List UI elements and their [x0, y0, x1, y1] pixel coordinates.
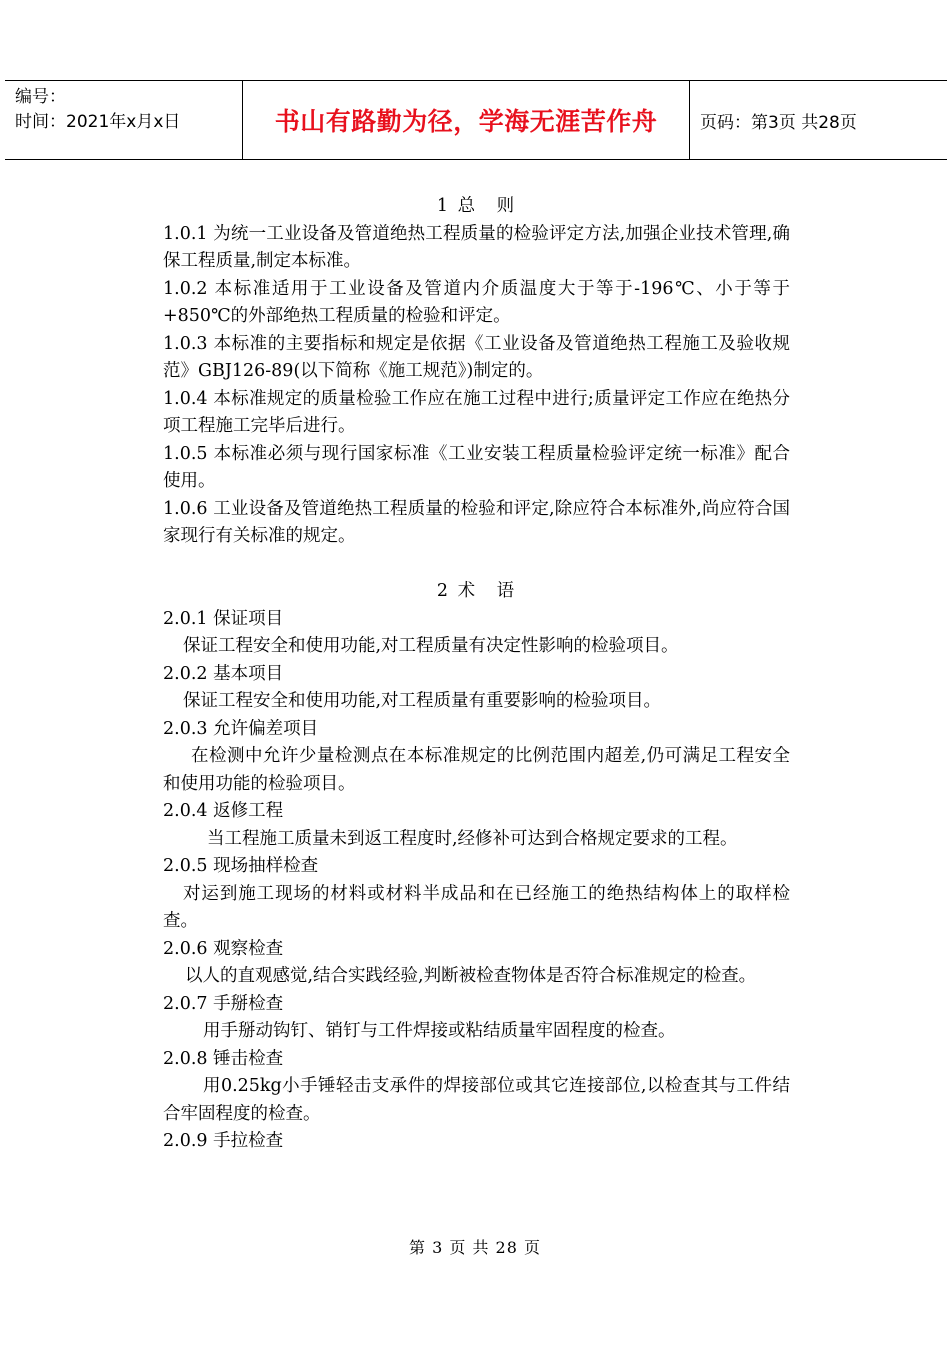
- term-title: 2.0.5 现场抽样检查: [163, 856, 319, 876]
- paragraph: 1.0.4 本标准规定的质量检验工作应在施工过程中进行;质量评定工作应在绝热分项工程施工完毕后进行。: [163, 388, 790, 436]
- term-definition: 用手掰动钩钉、销钉与工件焊接或粘结质量牢固程度的检查。: [203, 1021, 676, 1041]
- header-motto: 书山有路勤为径，学海无涯苦作舟: [243, 81, 690, 159]
- section-heading-general: 1 总 则: [436, 196, 517, 216]
- term-definition: 用0.25kg小手锤轻击支承件的焊接部位或其它连接部位,以检查其与工件结合牢固程度的检查。: [163, 1076, 790, 1124]
- term-title: 2.0.3 允许偏差项目: [163, 718, 319, 739]
- header-meta: [5, 81, 243, 159]
- term-title: 2.0.8 锤击检查: [163, 1048, 284, 1069]
- section-heading-terms: 2 术 语: [436, 581, 517, 601]
- term-title: 2.0.9 手拉检查: [163, 1131, 284, 1151]
- term-definition: 对运到施工现场的材料或材料半成品和在已经施工的绝热结构体上的取样检查。: [163, 883, 790, 931]
- term-definition: 在检测中允许少量检测点在本标准规定的比例范围内超差,仍可满足工程安全和使用功能的检验项目。: [163, 746, 790, 794]
- term-definition: 当工程施工质量未到返工程度时,经修补可达到合格规定要求的工程。: [207, 828, 738, 849]
- document-number-label: 编号：: [15, 87, 66, 107]
- term-title: 2.0.6 观察检查: [163, 938, 284, 959]
- term-title: 2.0.2 基本项目: [163, 663, 284, 684]
- term-title: 2.0.4 返修工程: [163, 801, 284, 821]
- term-definition: 保证工程安全和使用功能,对工程质量有决定性影响的检验项目。: [183, 636, 679, 656]
- paragraph: 1.0.3 本标准的主要指标和规定是依据《工业设备及管道绝热工程施工及验收规范》GBJ126-89(以下简称《施工规范》)制定的。: [163, 333, 790, 381]
- page-header: [5, 80, 947, 160]
- document-body: [163, 193, 790, 1156]
- term-title: 2.0.1 保证项目: [163, 608, 284, 629]
- paragraph: 1.0.6 工业设备及管道绝热工程质量的检验和评定,除应符合本标准外,尚应符合国家现行有关标准的规定。: [163, 498, 790, 546]
- paragraph: 1.0.5 本标准必须与现行国家标准《工业安装工程质量检验评定统一标准》配合使用。: [163, 443, 790, 491]
- page-footer: 第 3 页 共 28 页: [409, 1238, 541, 1257]
- header-page-info: 页码：第3页 共28页: [700, 112, 857, 133]
- term-definition: 保证工程安全和使用功能,对工程质量有重要影响的检验项目。: [183, 691, 662, 711]
- term-definition: 以人的直观感觉,结合实践经验,判断被检查物体是否符合标准规定的检查。: [185, 966, 757, 986]
- section-spacer: [163, 551, 790, 579]
- paragraph: 1.0.1 为统一工业设备及管道绝热工程质量的检验评定方法,加强企业技术管理,确保工程质量,制定本标准。: [163, 223, 790, 271]
- term-title: 2.0.7 手掰检查: [163, 993, 284, 1014]
- document-time-label: 时间：2021年x月x日: [15, 112, 181, 132]
- paragraph: 1.0.2 本标准适用于工业设备及管道内介质温度大于等于-196℃、小于等于+850℃的外部绝热工程质量的检验和评定。: [163, 278, 790, 326]
